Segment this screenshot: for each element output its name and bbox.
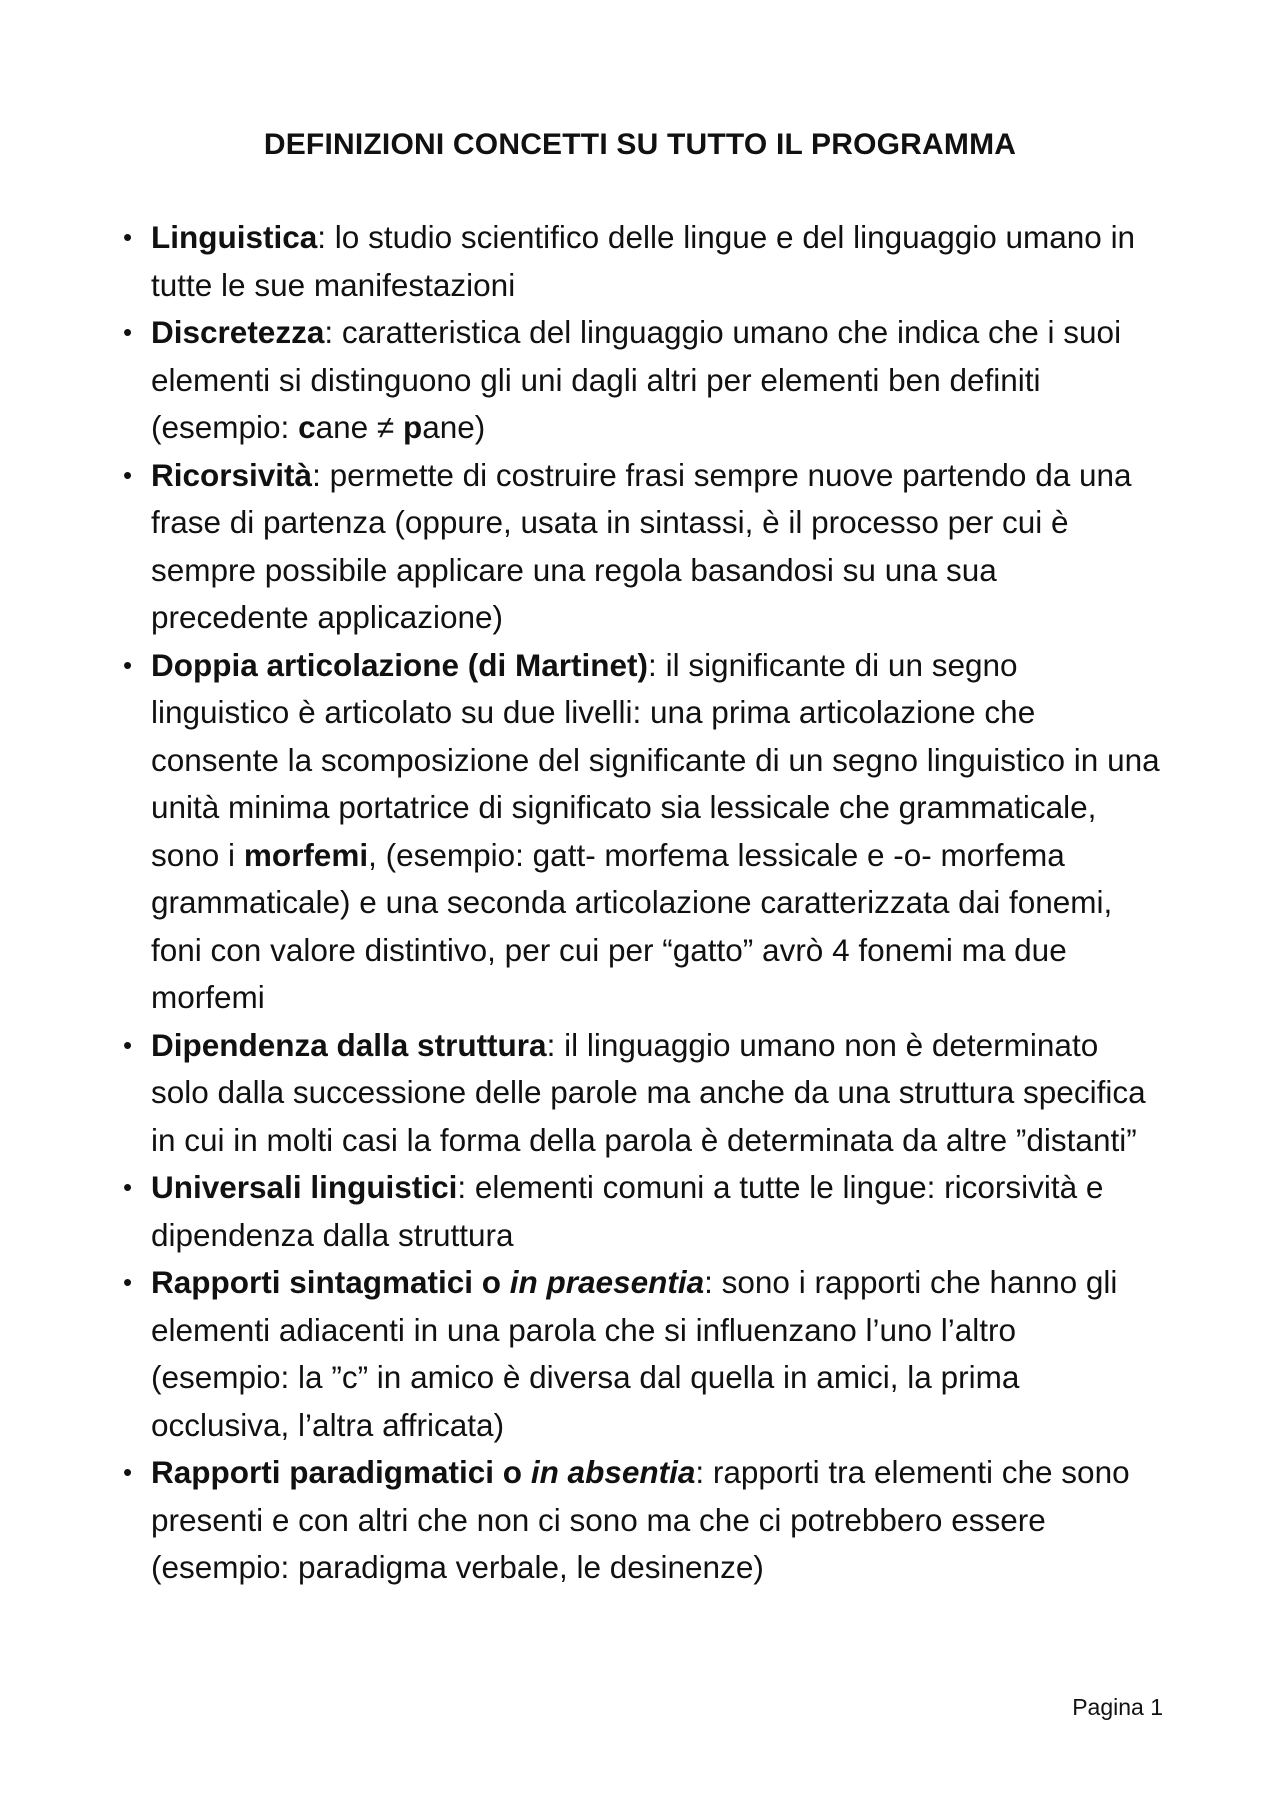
definition-term: Rapporti sintagmatici o [151, 1264, 510, 1300]
definition-text: rapporti tra elementi che sono presenti e con altri che non ci sono ma che ci potrebbero essere (esempio: paradigma verbale, le desinenze) [151, 1454, 1130, 1585]
definition-term: Doppia articolazione (di Martinet) [151, 646, 649, 683]
definition-text: caratteristica del linguaggio umano che indica che i suoi elementi si distinguono gli uni dagli altri per elementi ben definiti (esempio: [151, 314, 1122, 445]
definition-term: Linguistica [151, 219, 318, 255]
definition-text-continued: , (esempio: gatt- morfema lessicale e -o- morfema grammaticale) e una seconda articolazione caratterizzata dai fonemi, foni con valore distintivo, per cui per “gatto” avrò 4 fonemi ma due morfemi [151, 836, 1113, 1015]
definition-list [123, 214, 1161, 1592]
definition-text: sono i rapporti che hanno gli elementi adiacenti in una parola che si influenzano l’uno l’altro (esempio: la ”c” in amico è diversa dal quella in amici, la prima occlusiva, l’altra affricata) [151, 1264, 1118, 1443]
definition-separator: : [695, 1454, 705, 1490]
bullet-icon: • [123, 222, 133, 252]
example-letter-bold: p [402, 409, 423, 445]
definition-separator: : [704, 1264, 713, 1300]
definition-term-italic: in praesentia [509, 1264, 705, 1300]
definition-term: Rapporti paradigmatici o [151, 1454, 531, 1490]
definition-separator: : [324, 314, 334, 350]
definition-separator: : [317, 219, 327, 255]
definition-separator: : [457, 1169, 467, 1205]
definition-separator: : [648, 646, 657, 683]
definition-term: Universali linguistici [151, 1169, 458, 1205]
definition-text: il significante di un segno linguistico è articolato su due livelli: una prima articolazione che consente la scomposizione del significante di un segno linguistico in una unità minima portatrice di significato sia lessicale che grammaticale, sono i [151, 646, 1160, 873]
example-letter-bold: c [298, 409, 316, 445]
definition-term: Dipendenza dalla struttura [151, 1026, 547, 1063]
bullet-icon: • [123, 1267, 133, 1297]
example-word-rest: ane) [422, 409, 486, 445]
page-number: Pagina 1 [1072, 1694, 1163, 1720]
bullet-icon: • [123, 649, 133, 680]
definition-text: il linguaggio umano non è determinato solo dalla successione delle parole ma anche da una struttura specifica in cui in molti casi la forma della parola è determinata da altre ”distanti” [151, 1026, 1146, 1158]
bullet-icon: • [123, 317, 133, 347]
definition-term: Discretezza [151, 314, 325, 350]
definition-item-linguistica [123, 214, 1161, 309]
definition-item-universali [123, 1164, 1161, 1259]
definition-item-discretezza [123, 309, 1161, 452]
bold-keyword: morfemi [243, 836, 369, 873]
definition-item-ricorsivita [123, 452, 1161, 642]
definition-term-italic: in absentia [530, 1454, 696, 1490]
definition-separator: : [312, 456, 321, 493]
example-word-rest: ane ≠ [315, 409, 403, 445]
definition-text: lo studio scientifico delle lingue e del linguaggio umano in tutte le sue manifestazioni [151, 219, 1136, 303]
definition-item-dipendenza-struttura [123, 1022, 1161, 1165]
page-title: DEFINIZIONI CONCETTI SU TUTTO IL PROGRAMMA [263, 128, 1017, 161]
definition-item-doppia-articolazione [123, 642, 1161, 1022]
definition-item-rapporti-paradigmatici [123, 1449, 1161, 1592]
bullet-icon: • [123, 459, 133, 490]
definition-text: permette di costruire frasi sempre nuove partendo da una frase di partenza (oppure, usata in sintassi, è il processo per cui è sempre possibile applicare una regola basandosi su una sua precedente applicazione) [151, 456, 1132, 635]
bullet-icon: • [123, 1457, 133, 1487]
definition-text: elementi comuni a tutte le lingue: ricorsività e dipendenza dalla struttura [151, 1169, 1104, 1253]
bullet-icon: • [123, 1172, 133, 1202]
definition-separator: : [546, 1026, 556, 1063]
definition-term: Ricorsività [151, 456, 313, 493]
bullet-icon: • [123, 1029, 133, 1060]
definition-item-rapporti-sintagmatici [123, 1259, 1161, 1449]
